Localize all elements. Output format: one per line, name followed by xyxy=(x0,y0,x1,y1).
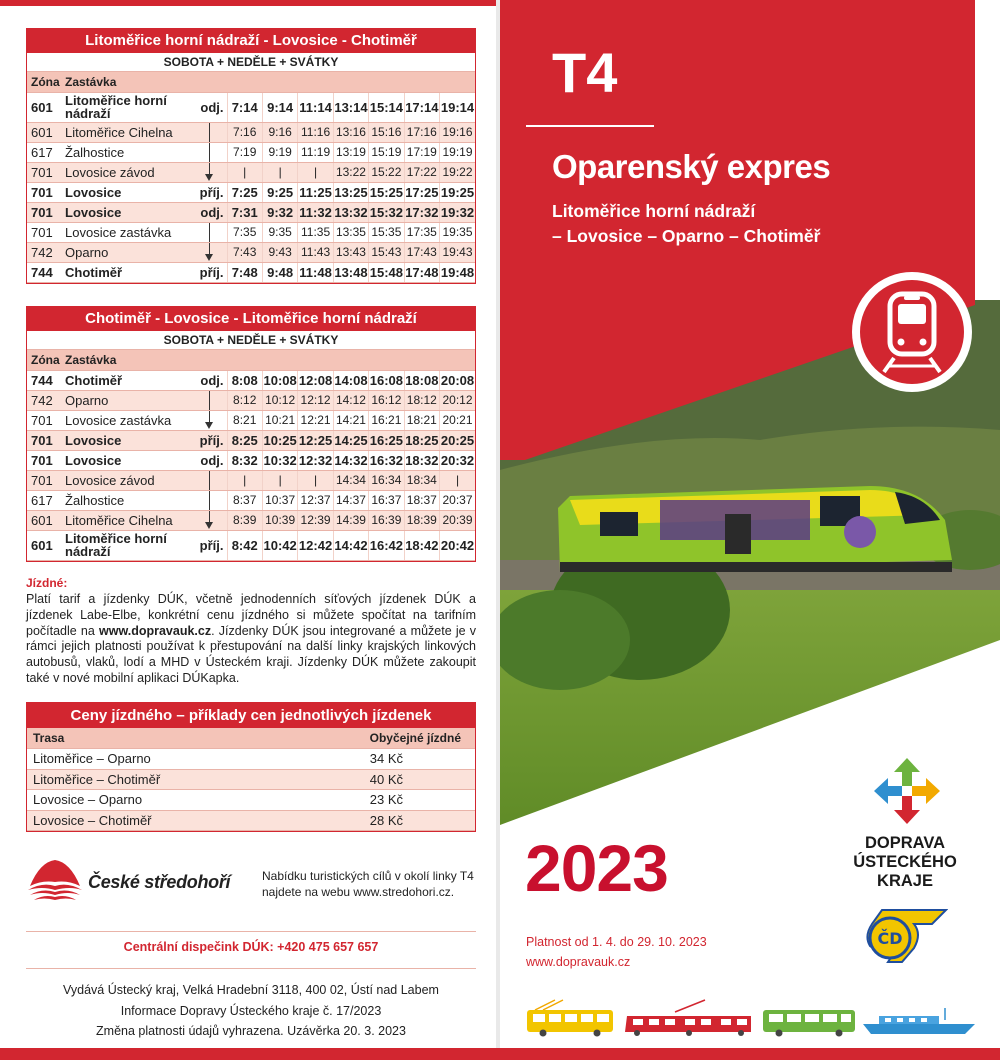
duk-logo-text: DOPRAVA ÚSTECKÉHO KRAJE xyxy=(853,834,957,890)
departure-time: 13:22 xyxy=(333,162,368,182)
price-row xyxy=(27,810,475,831)
departure-time: 14:21 xyxy=(333,410,368,430)
departure-time: 15:43 xyxy=(369,242,404,262)
price-value: 23 Kč xyxy=(295,790,475,811)
price-row xyxy=(27,749,475,770)
zone-cell: 601 xyxy=(27,122,61,142)
departure-time: 17:32 xyxy=(404,202,439,222)
departure-time: 8:08 xyxy=(227,370,262,390)
departure-time: 20:39 xyxy=(440,510,475,530)
direction-line xyxy=(209,123,210,142)
arrival-departure-mark: příj. xyxy=(195,530,227,560)
price-row xyxy=(27,769,475,790)
departure-time: | xyxy=(262,162,297,182)
stop-cell: Žalhostice xyxy=(61,142,195,162)
ceske-stredohori-logo xyxy=(26,856,84,904)
departure-time: 10:37 xyxy=(262,490,297,510)
stop-cell: Lovosice zastávka xyxy=(61,222,195,242)
departure-time: 10:12 xyxy=(262,390,297,410)
departure-time: 14:32 xyxy=(333,450,368,470)
departure-time: | xyxy=(298,470,333,490)
stop-cell: Litoměřice horní nádraží xyxy=(61,92,195,122)
price-value: 40 Kč xyxy=(295,769,475,790)
table-row xyxy=(27,410,475,430)
arrival-departure-mark: příj. xyxy=(195,182,227,202)
departure-time: 9:25 xyxy=(262,182,297,202)
tram-icon xyxy=(625,1000,751,1036)
table-row xyxy=(27,162,475,182)
timetable-days: SOBOTA + NEDĚLE + SVÁTKY xyxy=(27,331,475,350)
publisher-info: Vydává Ústecký kraj, Velká Hradební 3118, 400 02, Ústí nad Labem Informace Dopravy Ústeckého kraje č. 17/2023 Změna platnosti údajů vyhrazena. Uzávěrka 20. 3. 2023 xyxy=(63,983,439,1038)
departure-time: 8:39 xyxy=(227,510,262,530)
svg-text:ČD: ČD xyxy=(877,929,903,948)
departure-time: 14:42 xyxy=(333,530,368,560)
departure-time: 17:35 xyxy=(404,222,439,242)
arrival-departure-mark xyxy=(195,142,227,162)
arrival-departure-mark: příj. xyxy=(195,430,227,450)
departure-time: 8:42 xyxy=(227,530,262,560)
departure-time: 7:19 xyxy=(227,142,262,162)
departure-time: 10:21 xyxy=(262,410,297,430)
departure-time: 18:37 xyxy=(404,490,439,510)
departure-time: 19:22 xyxy=(440,162,475,182)
departure-time: 17:48 xyxy=(404,262,439,282)
stop-header: Zastávka xyxy=(61,350,195,370)
departure-time: 16:08 xyxy=(369,370,404,390)
departure-time: 18:39 xyxy=(404,510,439,530)
timetable-title: Litoměřice horní nádraží - Lovosice - Chotiměř xyxy=(27,29,475,53)
departure-time: 20:42 xyxy=(440,530,475,560)
stop-cell: Chotiměř xyxy=(61,262,195,282)
zone-cell: 744 xyxy=(27,370,61,390)
departure-time: 17:14 xyxy=(404,92,439,122)
departure-time: 13:35 xyxy=(333,222,368,242)
vehicle-icons xyxy=(525,998,977,1038)
table-row xyxy=(27,202,475,222)
price-table xyxy=(26,702,476,832)
zone-cell: 701 xyxy=(27,182,61,202)
departure-time: 7:31 xyxy=(227,202,262,222)
departure-time: 12:39 xyxy=(298,510,333,530)
stop-cell: Litoměřice Cihelna xyxy=(61,510,195,530)
departure-time: 19:32 xyxy=(440,202,475,222)
departure-time: 10:32 xyxy=(262,450,297,470)
departure-time: 15:22 xyxy=(369,162,404,182)
departure-time: 11:25 xyxy=(298,182,333,202)
zone-cell: 701 xyxy=(27,450,61,470)
departure-time: 11:16 xyxy=(298,122,333,142)
table-row xyxy=(27,470,475,490)
price-value: 34 Kč xyxy=(295,749,475,770)
departure-time: 18:42 xyxy=(404,530,439,560)
departure-time: 19:43 xyxy=(440,242,475,262)
departure-time: 12:37 xyxy=(298,490,333,510)
zone-cell: 744 xyxy=(27,262,61,282)
zone-cell: 701 xyxy=(27,222,61,242)
departure-time: 12:08 xyxy=(298,370,333,390)
bottom-strip xyxy=(0,1048,500,1060)
departure-time: 15:35 xyxy=(369,222,404,242)
departure-time: 20:08 xyxy=(440,370,475,390)
arrival-departure-mark xyxy=(195,122,227,142)
departure-time: | xyxy=(298,162,333,182)
departure-time: 19:25 xyxy=(440,182,475,202)
departure-time: 11:14 xyxy=(298,92,333,122)
arrival-departure-mark xyxy=(195,222,227,242)
price-route: Lovosice – Oparno xyxy=(27,790,295,811)
departure-time: 17:19 xyxy=(404,142,439,162)
departure-time: 9:19 xyxy=(262,142,297,162)
departure-time: 9:35 xyxy=(262,222,297,242)
timetable-outbound xyxy=(26,28,476,284)
fares-text: Platí tarif a jízdenky DÚK, včetně jednodenních síťových jízdenek DÚK a jízdenek Labe-Elbe, konkrétní cenu jízdného si můžete spočítat na tarifním počítadle na www.dopravauk.cz. Jízdenky DÚK jsou integrované a můžete je v rámci jejich platnosti používat k přestupování na další linky krajských linkových autobusů, vlaků, lodí a MHD v Ústeckém kraji. Jízdenky DÚK můžete zakoupit také v nové mobilní aplikaci DÚKapka. xyxy=(26,592,477,685)
departure-time: 10:39 xyxy=(262,510,297,530)
table-row xyxy=(27,510,475,530)
route-col-header: Trasa xyxy=(27,728,295,749)
departure-time: 16:25 xyxy=(369,430,404,450)
departure-time: 19:14 xyxy=(440,92,475,122)
departure-time: 12:12 xyxy=(298,390,333,410)
arrival-departure-mark: odj. xyxy=(195,450,227,470)
departure-time: 17:22 xyxy=(404,162,439,182)
route-description: Litoměřice horní nádraží – Lovosice – Oparno – Chotiměř xyxy=(552,201,821,246)
down-arrow-icon xyxy=(205,422,213,429)
departure-time: 10:42 xyxy=(262,530,297,560)
departure-time: 8:25 xyxy=(227,430,262,450)
table-row xyxy=(27,242,475,262)
departure-time: 12:32 xyxy=(298,450,333,470)
arrival-departure-mark: odj. xyxy=(195,370,227,390)
departure-time: 16:12 xyxy=(369,390,404,410)
arrival-departure-mark xyxy=(195,242,227,262)
zone-cell: 701 xyxy=(27,202,61,222)
azd-logo-icon xyxy=(862,906,948,966)
price-row xyxy=(27,790,475,811)
departure-time: 18:08 xyxy=(404,370,439,390)
down-arrow-icon xyxy=(205,522,213,529)
departure-time: 16:32 xyxy=(369,450,404,470)
departure-time: 15:48 xyxy=(369,262,404,282)
departure-time: 14:37 xyxy=(333,490,368,510)
departure-time: 20:25 xyxy=(440,430,475,450)
departure-time: 11:32 xyxy=(298,202,333,222)
departure-time: 7:14 xyxy=(227,92,262,122)
departure-time: 16:37 xyxy=(369,490,404,510)
departure-time: 12:21 xyxy=(298,410,333,430)
departure-time: 14:34 xyxy=(333,470,368,490)
departure-time: 20:12 xyxy=(440,390,475,410)
table-row xyxy=(27,490,475,510)
table-row xyxy=(27,92,475,122)
stop-cell: Lovosice xyxy=(61,182,195,202)
validity-info: Platnost od 1. 4. do 29. 10. 2023 www.dopravauk.cz xyxy=(526,932,707,972)
stop-cell: Litoměřice horní nádraží xyxy=(61,530,195,560)
departure-time: 17:25 xyxy=(404,182,439,202)
departure-time: | xyxy=(440,470,475,490)
trolleybus-icon xyxy=(527,1000,613,1037)
fares-link[interactable]: www.dopravauk.cz xyxy=(99,623,212,638)
table-row xyxy=(27,182,475,202)
regioshark-train xyxy=(558,486,952,572)
departure-time: 8:37 xyxy=(227,490,262,510)
departure-time: 11:48 xyxy=(298,262,333,282)
arrival-departure-mark xyxy=(195,470,227,490)
direction-line xyxy=(209,391,210,410)
price-route: Lovosice – Chotiměř xyxy=(27,810,295,831)
departure-time: 17:16 xyxy=(404,122,439,142)
departure-time: 13:16 xyxy=(333,122,368,142)
departure-time: 7:35 xyxy=(227,222,262,242)
departure-time: 16:34 xyxy=(369,470,404,490)
timetable-days: SOBOTA + NEDĚLE + SVÁTKY xyxy=(27,53,475,72)
direction-line xyxy=(209,491,210,510)
top-strip xyxy=(0,0,500,6)
departure-time: 20:32 xyxy=(440,450,475,470)
down-arrow-icon xyxy=(205,174,213,181)
table-row xyxy=(27,262,475,282)
duk-arrows-icon xyxy=(872,756,942,826)
zone-header: Zóna xyxy=(27,350,61,370)
bottom-strip xyxy=(500,1048,1000,1060)
price-route: Litoměřice – Oparno xyxy=(27,749,295,770)
arrival-departure-mark xyxy=(195,390,227,410)
zone-cell: 742 xyxy=(27,242,61,262)
zone-cell: 617 xyxy=(27,490,61,510)
timetable-title: Chotiměř - Lovosice - Litoměřice horní nádraží xyxy=(27,307,475,331)
stop-cell: Lovosice xyxy=(61,450,195,470)
stop-cell: Žalhostice xyxy=(61,490,195,510)
price-header xyxy=(27,728,475,749)
arrival-departure-mark xyxy=(195,162,227,182)
departure-time: 14:39 xyxy=(333,510,368,530)
departure-time: 12:42 xyxy=(298,530,333,560)
bus-icon xyxy=(763,1010,855,1037)
departure-time: | xyxy=(227,162,262,182)
right-panel xyxy=(500,0,1000,1060)
stop-cell: Lovosice zastávka xyxy=(61,410,195,430)
table-row xyxy=(27,530,475,560)
year: 2023 xyxy=(525,831,668,905)
divider xyxy=(26,968,476,969)
departure-time: 19:48 xyxy=(440,262,475,282)
departure-time: 8:21 xyxy=(227,410,262,430)
stop-cell: Lovosice závod xyxy=(61,162,195,182)
stop-cell: Lovosice závod xyxy=(61,470,195,490)
departure-time: 18:25 xyxy=(404,430,439,450)
partner-note: Nabídku turistických cílů v okolí linky T4 najdete na webu www.stredohori.cz. xyxy=(262,869,474,899)
departure-time: 7:48 xyxy=(227,262,262,282)
departure-time: 17:43 xyxy=(404,242,439,262)
zone-cell: 617 xyxy=(27,142,61,162)
departure-time: 7:25 xyxy=(227,182,262,202)
route-name: Oparenský expres xyxy=(552,148,831,185)
departure-time: 10:25 xyxy=(262,430,297,450)
stop-cell: Lovosice xyxy=(61,202,195,222)
departure-time: 18:21 xyxy=(404,410,439,430)
departure-time: 20:37 xyxy=(440,490,475,510)
stop-cell: Lovosice xyxy=(61,430,195,450)
departure-time: 11:43 xyxy=(298,242,333,262)
direction-line xyxy=(209,471,210,490)
departure-time: 10:08 xyxy=(262,370,297,390)
table-row xyxy=(27,142,475,162)
zone-cell: 701 xyxy=(27,430,61,450)
zone-cell: 601 xyxy=(27,92,61,122)
stop-cell: Chotiměř xyxy=(61,370,195,390)
departure-time: 13:48 xyxy=(333,262,368,282)
fares-label: Jízdné: xyxy=(26,576,68,590)
departure-time: 15:25 xyxy=(369,182,404,202)
route-code: T4 xyxy=(552,41,618,104)
departure-time: 19:19 xyxy=(440,142,475,162)
direction-line xyxy=(209,223,210,242)
direction-line xyxy=(209,143,210,162)
timetable-grid xyxy=(27,350,475,561)
departure-time: 19:35 xyxy=(440,222,475,242)
price-value: 28 Kč xyxy=(295,810,475,831)
timetable-return xyxy=(26,306,476,562)
departure-time: 16:39 xyxy=(369,510,404,530)
departure-time: | xyxy=(227,470,262,490)
dispatch-phone: Centrální dispečink DÚK: +420 475 657 657 xyxy=(123,940,379,954)
table-row xyxy=(27,122,475,142)
price-col-header: Obyčejné jízdné xyxy=(295,728,475,749)
departure-time: 7:43 xyxy=(227,242,262,262)
departure-time: 13:25 xyxy=(333,182,368,202)
timetable-grid xyxy=(27,72,475,283)
departure-time: 14:12 xyxy=(333,390,368,410)
departure-time: 8:12 xyxy=(227,390,262,410)
departure-time: 19:16 xyxy=(440,122,475,142)
departure-time: 8:32 xyxy=(227,450,262,470)
departure-time: 16:21 xyxy=(369,410,404,430)
departure-time: 9:43 xyxy=(262,242,297,262)
departure-time: 9:16 xyxy=(262,122,297,142)
zone-cell: 742 xyxy=(27,390,61,410)
departure-time: 15:19 xyxy=(369,142,404,162)
table-row xyxy=(27,450,475,470)
arrival-departure-mark: příj. xyxy=(195,262,227,282)
divider xyxy=(26,931,476,932)
table-row xyxy=(27,222,475,242)
departure-time: 11:19 xyxy=(298,142,333,162)
arrival-departure-mark xyxy=(195,410,227,430)
zone-cell: 701 xyxy=(27,470,61,490)
arrival-departure-mark: odj. xyxy=(195,92,227,122)
partner-name: České středohoří xyxy=(88,872,231,892)
zone-cell: 701 xyxy=(27,410,61,430)
stop-cell: Oparno xyxy=(61,242,195,262)
departure-time: 12:25 xyxy=(298,430,333,450)
table-row xyxy=(27,430,475,450)
zone-cell: 701 xyxy=(27,162,61,182)
table-row xyxy=(27,390,475,410)
price-route: Litoměřice – Chotiměř xyxy=(27,769,295,790)
departure-time: 13:19 xyxy=(333,142,368,162)
arrival-departure-mark xyxy=(195,490,227,510)
boat-icon xyxy=(863,1008,975,1034)
departure-time: 9:14 xyxy=(262,92,297,122)
departure-time: 11:35 xyxy=(298,222,333,242)
zone-header: Zóna xyxy=(27,72,61,92)
stop-header: Zastávka xyxy=(61,72,195,92)
departure-time: 13:14 xyxy=(333,92,368,122)
stop-cell: Litoměřice Cihelna xyxy=(61,122,195,142)
departure-time: 15:32 xyxy=(369,202,404,222)
arrival-departure-mark: odj. xyxy=(195,202,227,222)
departure-time: 18:34 xyxy=(404,470,439,490)
train-icon xyxy=(848,268,976,396)
departure-time: 14:08 xyxy=(333,370,368,390)
departure-time: 18:32 xyxy=(404,450,439,470)
arrival-departure-mark xyxy=(195,510,227,530)
website-link[interactable]: www.dopravauk.cz xyxy=(526,955,631,969)
departure-time: | xyxy=(262,470,297,490)
departure-time: 15:14 xyxy=(369,92,404,122)
departure-time: 20:21 xyxy=(440,410,475,430)
stop-cell: Oparno xyxy=(61,390,195,410)
departure-time: 13:43 xyxy=(333,242,368,262)
departure-time: 9:32 xyxy=(262,202,297,222)
zone-cell: 601 xyxy=(27,530,61,560)
departure-time: 7:16 xyxy=(227,122,262,142)
table-header xyxy=(27,72,475,92)
zone-cell: 601 xyxy=(27,510,61,530)
departure-time: 9:48 xyxy=(262,262,297,282)
departure-time: 18:12 xyxy=(404,390,439,410)
departure-time: 15:16 xyxy=(369,122,404,142)
table-header xyxy=(27,350,475,370)
table-row xyxy=(27,370,475,390)
departure-time: 13:32 xyxy=(333,202,368,222)
price-title: Ceny jízdného – příklady cen jednotlivých jízdenek xyxy=(27,703,475,728)
departure-time: 16:42 xyxy=(369,530,404,560)
title-underline xyxy=(526,125,654,127)
departure-time: 14:25 xyxy=(333,430,368,450)
down-arrow-icon xyxy=(205,254,213,261)
